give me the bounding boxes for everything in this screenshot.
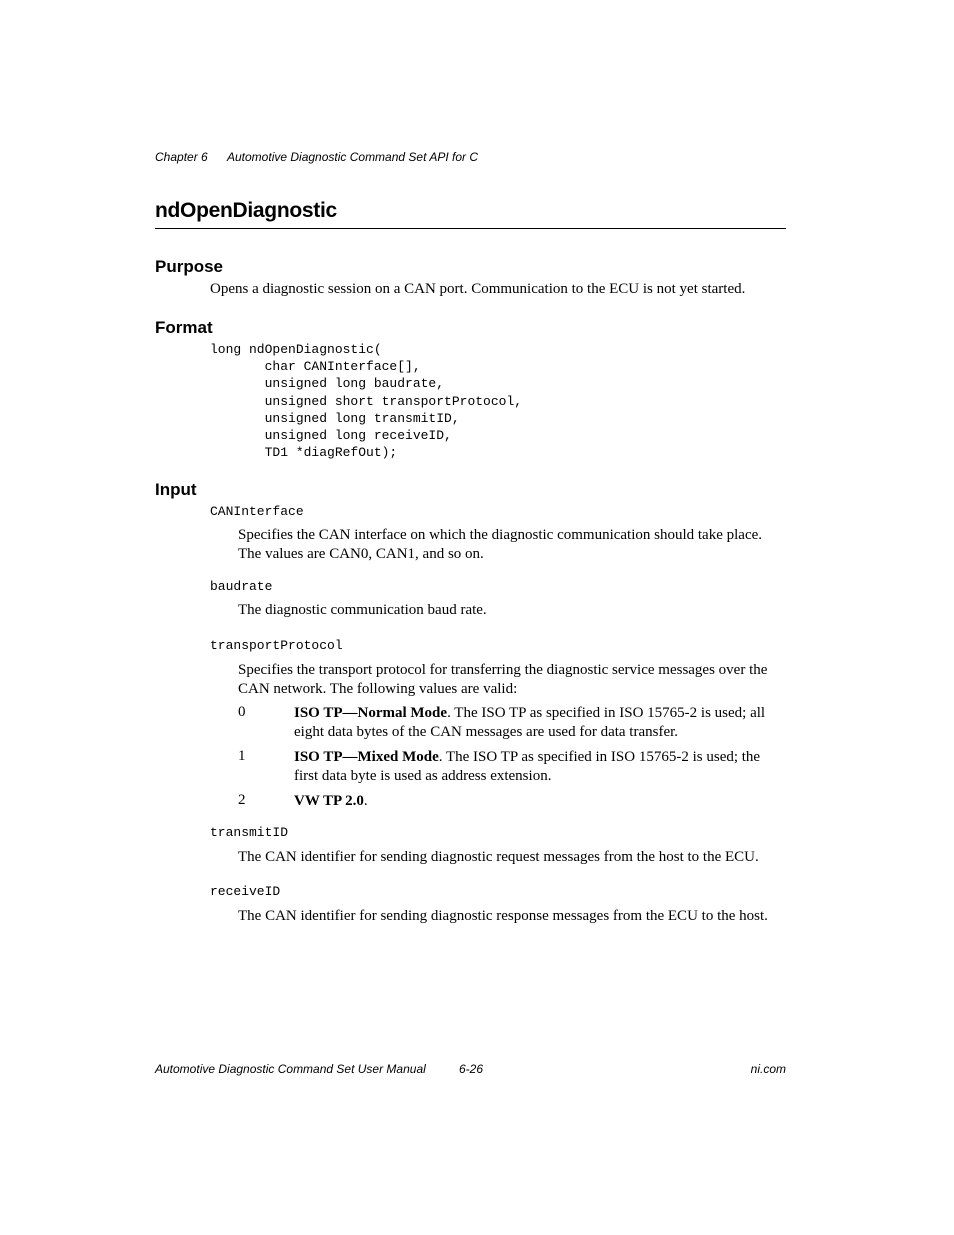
input-heading: Input (155, 480, 197, 499)
protocol-option-text: . (363, 793, 368, 809)
protocol-value: 2 (238, 792, 246, 808)
param-desc-receiveid: The CAN identifier for sending diagnostic response messages from the ECU to the host. (238, 908, 768, 924)
protocol-option (294, 748, 786, 786)
protocol-option-label: ISO TP—Mixed Mode (294, 749, 439, 765)
protocol-option (294, 792, 786, 811)
param-desc-baudrate: The diagnostic communication baud rate. (238, 602, 487, 618)
footer-page-number: 6-26 (459, 1062, 484, 1076)
header-chapter-title: Automotive Diagnostic Command Set API for C (227, 150, 478, 164)
header-chapter: Chapter 6 (155, 150, 208, 164)
protocol-value: 0 (238, 704, 246, 720)
param-desc-transmitid: The CAN identifier for sending diagnostic request messages from the host to the ECU. (238, 849, 759, 865)
footer-manual: Automotive Diagnostic Command Set User Manual (155, 1062, 426, 1076)
purpose-text: Opens a diagnostic session on a CAN port. Communication to the ECU is not yet started. (210, 281, 746, 297)
title-rule (155, 228, 786, 229)
format-code: long ndOpenDiagnostic( char CANInterface[], unsigned long baudrate, unsigned short transportProtocol, unsigned long transmitID, unsigned long receiveID, TD1 *diagRefOut); (210, 342, 523, 461)
format-heading: Format (155, 318, 213, 337)
protocol-value: 1 (238, 748, 246, 764)
protocol-option (294, 704, 786, 742)
param-desc-caninterface: Specifies the CAN interface on which the diagnostic communication should take place. The values are CAN0, CAN1, and so on. (238, 527, 763, 562)
param-name-receiveid: receiveID (210, 884, 281, 899)
protocol-option-label: VW TP 2.0 (294, 793, 364, 809)
footer-site: ni.com (750, 1062, 786, 1076)
param-name-caninterface: CANInterface (210, 504, 304, 519)
protocol-option-text: . The ISO TP as specified in ISO 15765-2 is used; all eight data bytes of the CAN messages are used for data transfer. (294, 705, 766, 740)
purpose-heading: Purpose (155, 257, 224, 276)
param-name-baudrate: baudrate (210, 579, 273, 594)
protocol-option-text: . The ISO TP as specified in ISO 15765-2 is used; the first data byte is used as address extension. (294, 749, 761, 784)
page-title: ndOpenDiagnostic (155, 199, 337, 222)
protocol-option-label: ISO TP—Normal Mode (294, 705, 448, 721)
param-name-transmitid: transmitID (210, 825, 289, 840)
param-name-transportprotocol: transportProtocol (210, 638, 343, 653)
param-desc-transportprotocol: Specifies the transport protocol for transferring the diagnostic service messages over the CAN network. The following values are valid: (238, 662, 768, 697)
